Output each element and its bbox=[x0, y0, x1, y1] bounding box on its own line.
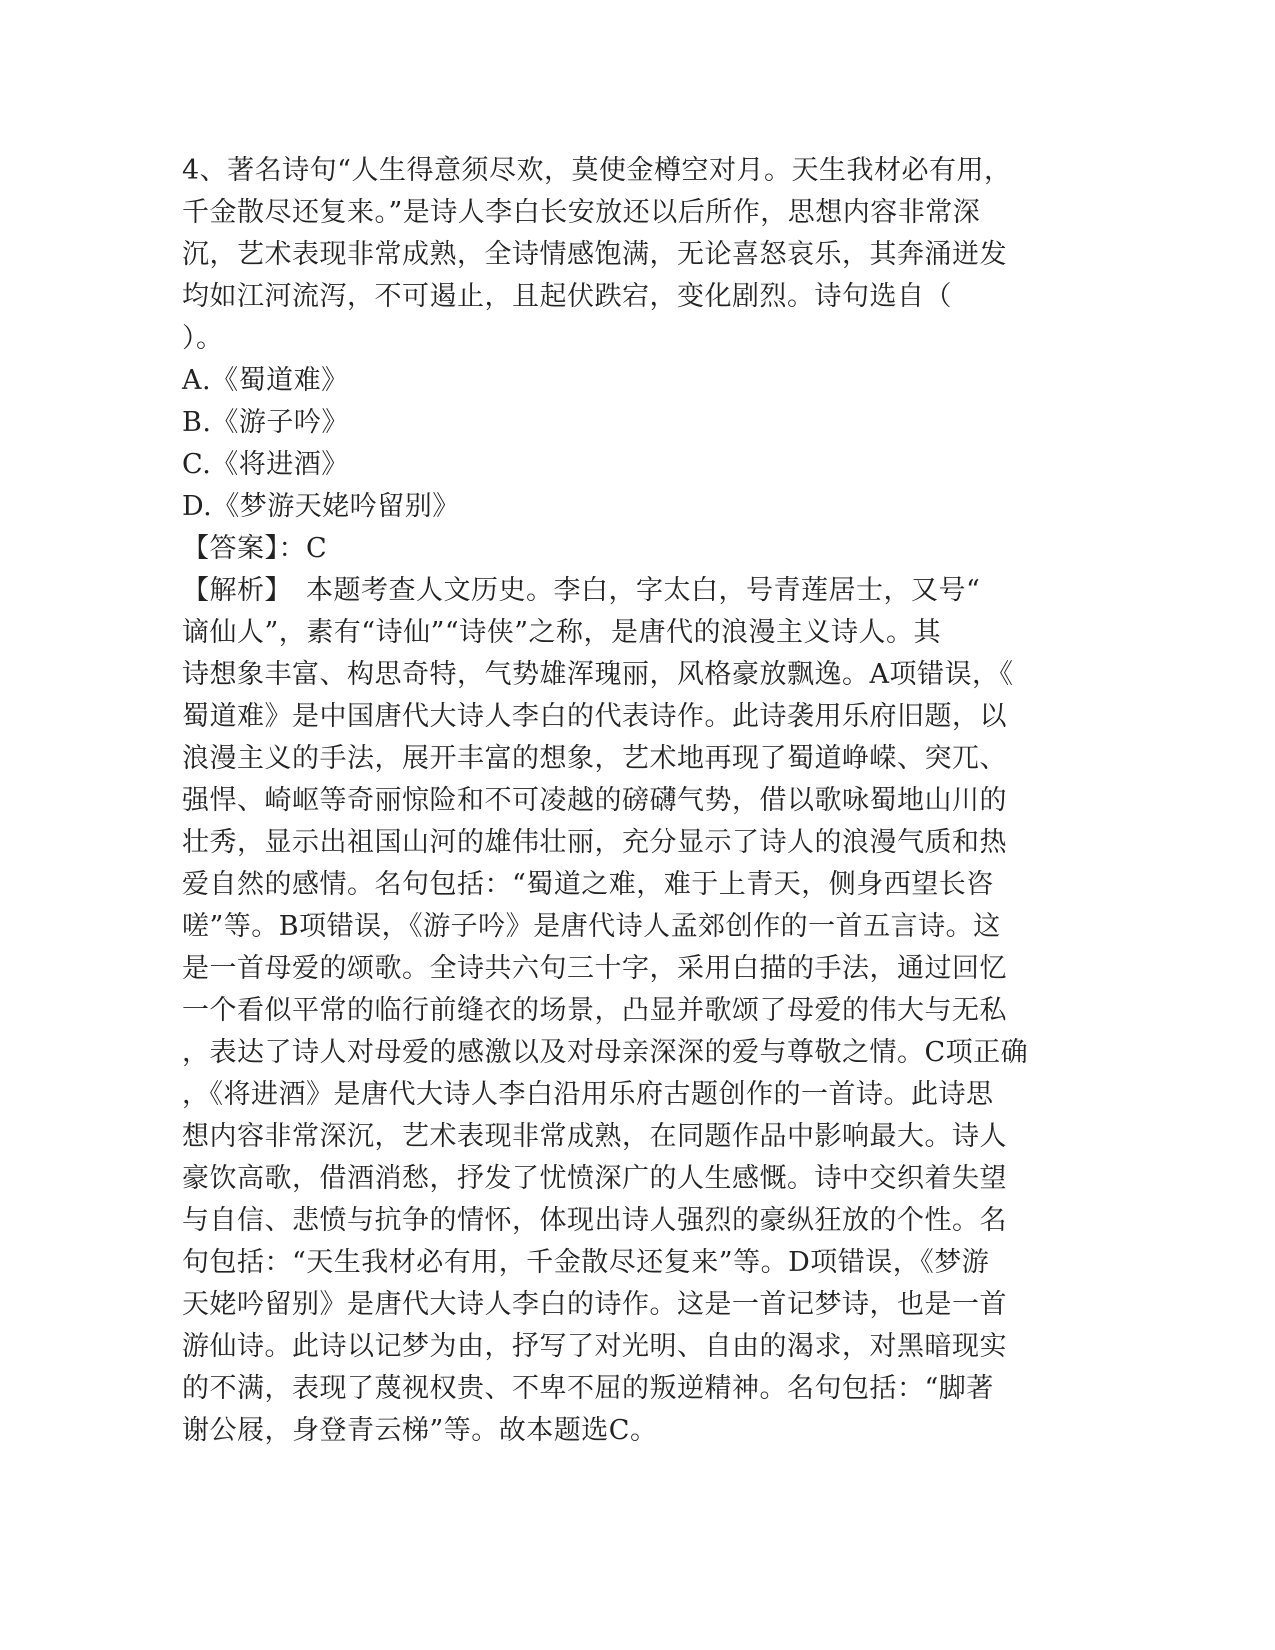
question-line: 千金散尽还复来。”是诗人李白长安放还以后所作，思想内容非常深 bbox=[182, 197, 981, 228]
analysis-line: 的不满，表现了蔑视权贵、不卑不屈的叛逆精神。名句包括：“脚著 bbox=[182, 1373, 994, 1404]
answer-line: 【答案】：C bbox=[182, 533, 328, 564]
option-a: A.《蜀道难》 bbox=[182, 365, 349, 396]
analysis-line: 强悍、崎岖等奇丽惊险和不可凌越的磅礴气势，借以歌咏蜀地山川的 bbox=[182, 785, 1007, 816]
analysis-line: 一个看似平常的临行前缝衣的场景，凸显并歌颂了母爱的伟大与无私 bbox=[182, 995, 1007, 1026]
analysis-line: ，《将进酒》是唐代大诗人李白沿用乐府古题创作的一首诗。此诗思 bbox=[182, 1079, 994, 1110]
analysis-line: 豪饮高歌，借酒消愁，抒发了忧愤深广的人生感慨。诗中交织着失望 bbox=[182, 1163, 1007, 1194]
question-stem bbox=[182, 150, 1062, 360]
analysis-line: 天姥吟留别》是唐代大诗人李白的诗作。这是一首记梦诗，也是一首 bbox=[182, 1289, 1007, 1320]
option-b: B.《游子吟》 bbox=[182, 407, 349, 438]
analysis-line: 谪仙人”，素有“诗仙”“诗侠”之称，是唐代的浪漫主义诗人。其 bbox=[182, 617, 942, 648]
analysis-line: 嗟”等。B项错误，《游子吟》是唐代诗人孟郊创作的一首五言诗。这 bbox=[182, 911, 1001, 942]
options-list bbox=[182, 360, 1062, 528]
analysis-line: ，表达了诗人对母爱的感激以及对母亲深深的爱与尊敬之情。C项正确 bbox=[182, 1037, 1029, 1068]
analysis-line: 蜀道难》是中国唐代大诗人李白的代表诗作。此诗袭用乐府旧题，以 bbox=[182, 701, 1007, 732]
analysis-line: 游仙诗。此诗以记梦为由，抒写了对光明、自由的渴求，对黑暗现实 bbox=[182, 1331, 1007, 1362]
analysis-line: 【解析】 本题考查人文历史。李白，字太白，号青莲居士，又号“ bbox=[182, 575, 981, 606]
analysis-line: 句包括：“天生我材必有用，千金散尽还复来”等。D项错误，《梦游 bbox=[182, 1247, 990, 1278]
document-page bbox=[182, 150, 1062, 1452]
analysis-line: 诗想象丰富、构思奇特，气势雄浑瑰丽，风格豪放飘逸。A项错误，《 bbox=[182, 659, 1014, 690]
question-line: 沉，艺术表现非常成熟，全诗情感饱满，无论喜怒哀乐，其奔涌迸发 bbox=[182, 239, 1007, 270]
analysis-line: 谢公屐，身登青云梯”等。故本题选C。 bbox=[182, 1415, 658, 1446]
analysis-line: 壮秀，显示出祖国山河的雄伟壮丽，充分显示了诗人的浪漫气质和热 bbox=[182, 827, 1007, 858]
question-line: 4、著名诗句“人生得意须尽欢，莫使金樽空对月。天生我材必有用， bbox=[182, 155, 1012, 186]
question-line: 均如江河流泻，不可遏止，且起伏跌宕，变化剧烈。诗句选自（ bbox=[182, 281, 952, 312]
analysis-line: 想内容非常深沉，艺术表现非常成熟，在同题作品中影响最大。诗人 bbox=[182, 1121, 1007, 1152]
question-line: ）。 bbox=[182, 323, 224, 354]
analysis-line: 与自信、悲愤与抗争的情怀，体现出诗人强烈的豪纵狂放的个性。名 bbox=[182, 1205, 1007, 1236]
analysis-block bbox=[182, 570, 1062, 1452]
option-d: D.《梦游天姥吟留别》 bbox=[182, 491, 460, 522]
option-c: C.《将进酒》 bbox=[182, 449, 349, 480]
analysis-line: 是一首母爱的颂歌。全诗共六句三十字，采用白描的手法，通过回忆 bbox=[182, 953, 1007, 984]
analysis-line: 浪漫主义的手法，展开丰富的想象，艺术地再现了蜀道峥嵘、突兀、 bbox=[182, 743, 1007, 774]
analysis-line: 爱自然的感情。名句包括：“蜀道之难，难于上青天，侧身西望长咨 bbox=[182, 869, 994, 900]
